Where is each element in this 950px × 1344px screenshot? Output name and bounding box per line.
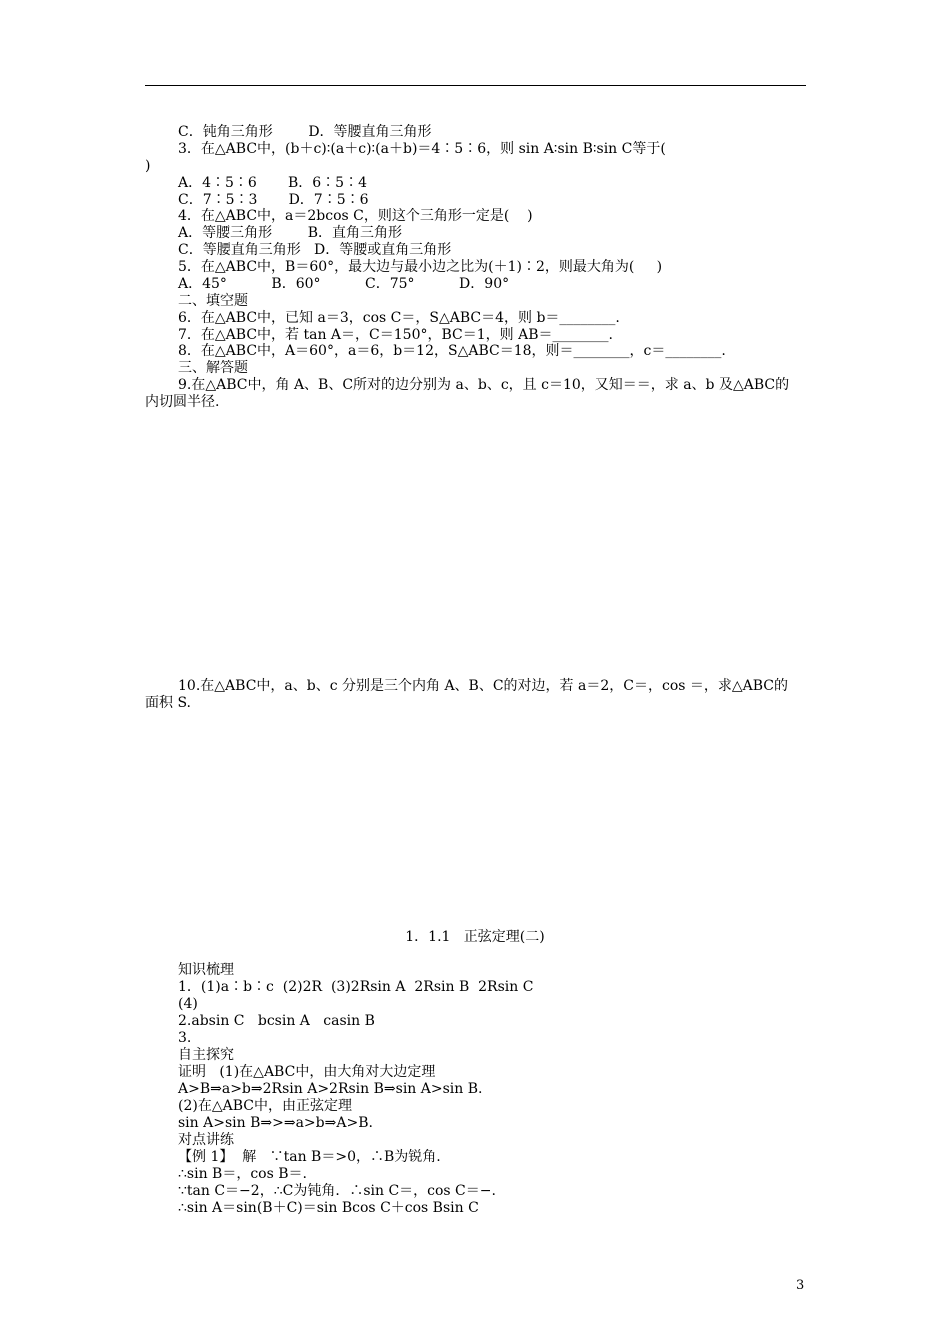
option-line: A．等腰三角形 B．直角三角形 [178,225,402,241]
question-9: 9.在△ABC中，角 A、B、C所对的边分别为 a、b、c，且 c＝10，又知＝＝，求 a、b 及△ABC的 [178,377,790,393]
answer-line: A>B⇒a>b⇒2Rsin A>2Rsin B⇒sin A>sin B. [178,1081,483,1097]
option-line: C．等腰直角三角形 D．等腰或直角三角形 [178,242,452,258]
question-4: 4．在△ABC中，a＝2bcos C，则这个三角形一定是( ) [178,208,533,224]
question-9-continuation: 内切圆半径. [145,394,220,410]
question-8: 8．在△ABC中，A＝60°，a＝6，b＝12，S△ABC＝18，则＝________，c＝________. [178,343,726,359]
question-5: 5．在△ABC中，B＝60°，最大边与最小边之比为(＋1)∶2，则最大角为( ) [178,259,663,275]
section-heading: 二、填空题 [178,293,248,309]
answer-line: 3. [178,1030,192,1046]
question-3: 3．在△ABC中，(b＋c)∶(a＋c)∶(a＋b)＝4∶5∶6，则 sin A∶sin B∶sin C等于( [178,141,666,157]
answer-line: (4) [178,996,198,1012]
answer-line: ∴sin B＝，cos B＝. [178,1166,307,1182]
answer-heading: 知识梳理 [178,962,234,978]
question-6: 6．在△ABC中，已知 a＝3，cos C＝，S△ABC＝4，则 b＝________. [178,310,620,326]
section-heading: 三、解答题 [178,360,248,376]
option-line: C．钝角三角形 D．等腰直角三角形 [178,124,432,140]
page-number: 3 [796,1278,805,1293]
answer-heading: 对点讲练 [178,1132,234,1148]
answer-heading: 自主探究 [178,1047,234,1063]
option-line: C．7∶5∶3 D．7∶5∶6 [178,192,369,208]
answer-line: (2)在△ABC中，由正弦定理 [178,1098,352,1114]
answer-line: 1．(1)a∶b∶c (2)2R (3)2Rsin A 2Rsin B 2Rsin C [178,979,534,995]
answer-line: ∴sin A＝sin(B＋C)＝sin Bcos C＋cos Bsin C [178,1200,479,1216]
question-3-continuation: ) [145,158,151,174]
answer-line: 2.absin C bcsin A casin B [178,1013,375,1029]
answer-line: 【例 1】 解 ∵tan B＝>0，∴B为锐角. [178,1149,441,1165]
option-line: A．45° B．60° C．75° D．90° [178,276,510,292]
answer-line: 证明 (1)在△ABC中，由大角对大边定理 [178,1064,436,1080]
question-7: 7．在△ABC中，若 tan A＝，C＝150°，BC＝1，则 AB＝________. [178,327,613,343]
question-10-continuation: 面积 S. [145,695,191,711]
section-title: 1．1.1 正弦定理(二) [405,929,545,945]
option-line: A．4∶5∶6 B．6∶5∶4 [178,175,367,191]
header-rule [145,85,806,86]
question-10: 10.在△ABC中，a、b、c 分别是三个内角 A、B、C的对边，若 a＝2，C＝，cos ＝，求△ABC的 [178,678,789,694]
answer-line: ∵tan C＝−2，∴C为钝角．∴sin C＝，cos C＝−. [178,1183,496,1199]
answer-line: sin A>sin B⇒>⇒a>b⇒A>B. [178,1115,373,1131]
